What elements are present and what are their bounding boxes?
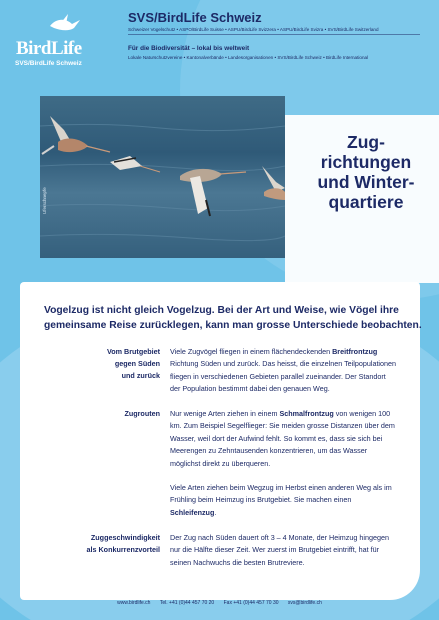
organization-title: SVS/BirdLife Schweiz xyxy=(128,10,262,25)
section-text-brutgebiet: Viele Zugvögel fliegen in einem flächendeckenden Breitfrontzug Richtung Süden und zurück. Das heisst, die einzelnen Teilpopulationen fliegen in verschiedenen Gebieten parallel zueinander. Der Standort der Population bestimmt dabei den genauen Weg. xyxy=(170,347,397,394)
title-line: richtungen xyxy=(320,152,412,172)
flying-godwits-illustration xyxy=(40,96,285,258)
header-divider xyxy=(128,34,420,35)
footer-website[interactable]: www.birdlife.ch xyxy=(117,600,151,606)
bird-photo xyxy=(40,96,285,258)
title-line: und Winter- xyxy=(317,172,415,192)
page-title xyxy=(296,132,436,212)
title-line: quartiere xyxy=(328,192,404,212)
footer-fax: Fax +41 (0)44 457 70 30 xyxy=(223,600,279,606)
section-text-schleifenzug: Viele Arten ziehen beim Wegzug im Herbst einen anderen Weg als im Frühling beim Heimzug ins Brutgebiet. Sie machen einen Schleifenzug. xyxy=(170,483,392,517)
footer-email[interactable]: svs@birdlife.ch xyxy=(287,600,322,606)
photo-credit: Uferschnepfe xyxy=(42,187,47,214)
logo-subtitle: SVS/BirdLife Schweiz xyxy=(15,60,82,67)
section-label-zugrouten: Zugrouten xyxy=(124,409,160,418)
section-label-zuggeschwindigkeit: Zuggeschwindigkeit als Konkurrenzvorteil xyxy=(86,533,160,554)
organization-tagline: Für die Biodiversität – lokal bis weltweit xyxy=(128,45,250,52)
title-line: Zug- xyxy=(347,132,385,152)
organization-names: Schweizer Vogelschutz • ASPO/BirdLife Suisse • ASPU/BirdLife Svizzera • ASPU/BirdLife Svizra • SVS/BirdLife Switzerland xyxy=(128,27,379,32)
section-text-zugrouten: Nur wenige Arten ziehen in einem Schmalfrontzug von wenigen 100 km. Zum Beispiel Segelflieger: Sie meiden grosse Distanzen über dem Wasser, weil dort der Aufwind fehlt. So kommt es, dass sie sich bei Meerengen zu Zehntausenden konzentrieren, um das Wasser möglichst direkt zu überqueren. xyxy=(170,409,395,468)
footer-phone: Tel. +41 (0)44 457 70 20 xyxy=(159,600,215,606)
lead-paragraph: Vogelzug ist nicht gleich Vogelzug. Bei der Art und Weise, wie Vögel ihre gemeinsame Reise zurücklegen, kann man grosse Unterschiede beobachten. xyxy=(44,305,422,331)
logo-wordmark: BirdLife xyxy=(16,38,82,59)
section-text-zuggeschwindigkeit: Der Zug nach Süden dauert oft 3 – 4 Monate, der Heimzug hingegen nur die Hälfte dieser Zeit. Wer zuerst im Brutgebiet eintrifft, hat für seinen Nachwuchs die besten Brutreviere. xyxy=(170,533,389,567)
footer-contact xyxy=(0,600,439,606)
section-label-brutgebiet: Vom Brutgebiet gegen Süden und zurück xyxy=(107,347,160,380)
organization-structure: Lokale Naturschutzvereine • Kantonalverbände • Landesorganisationen • SVS/BirdLife Schweiz • BirdLife International xyxy=(128,55,369,60)
